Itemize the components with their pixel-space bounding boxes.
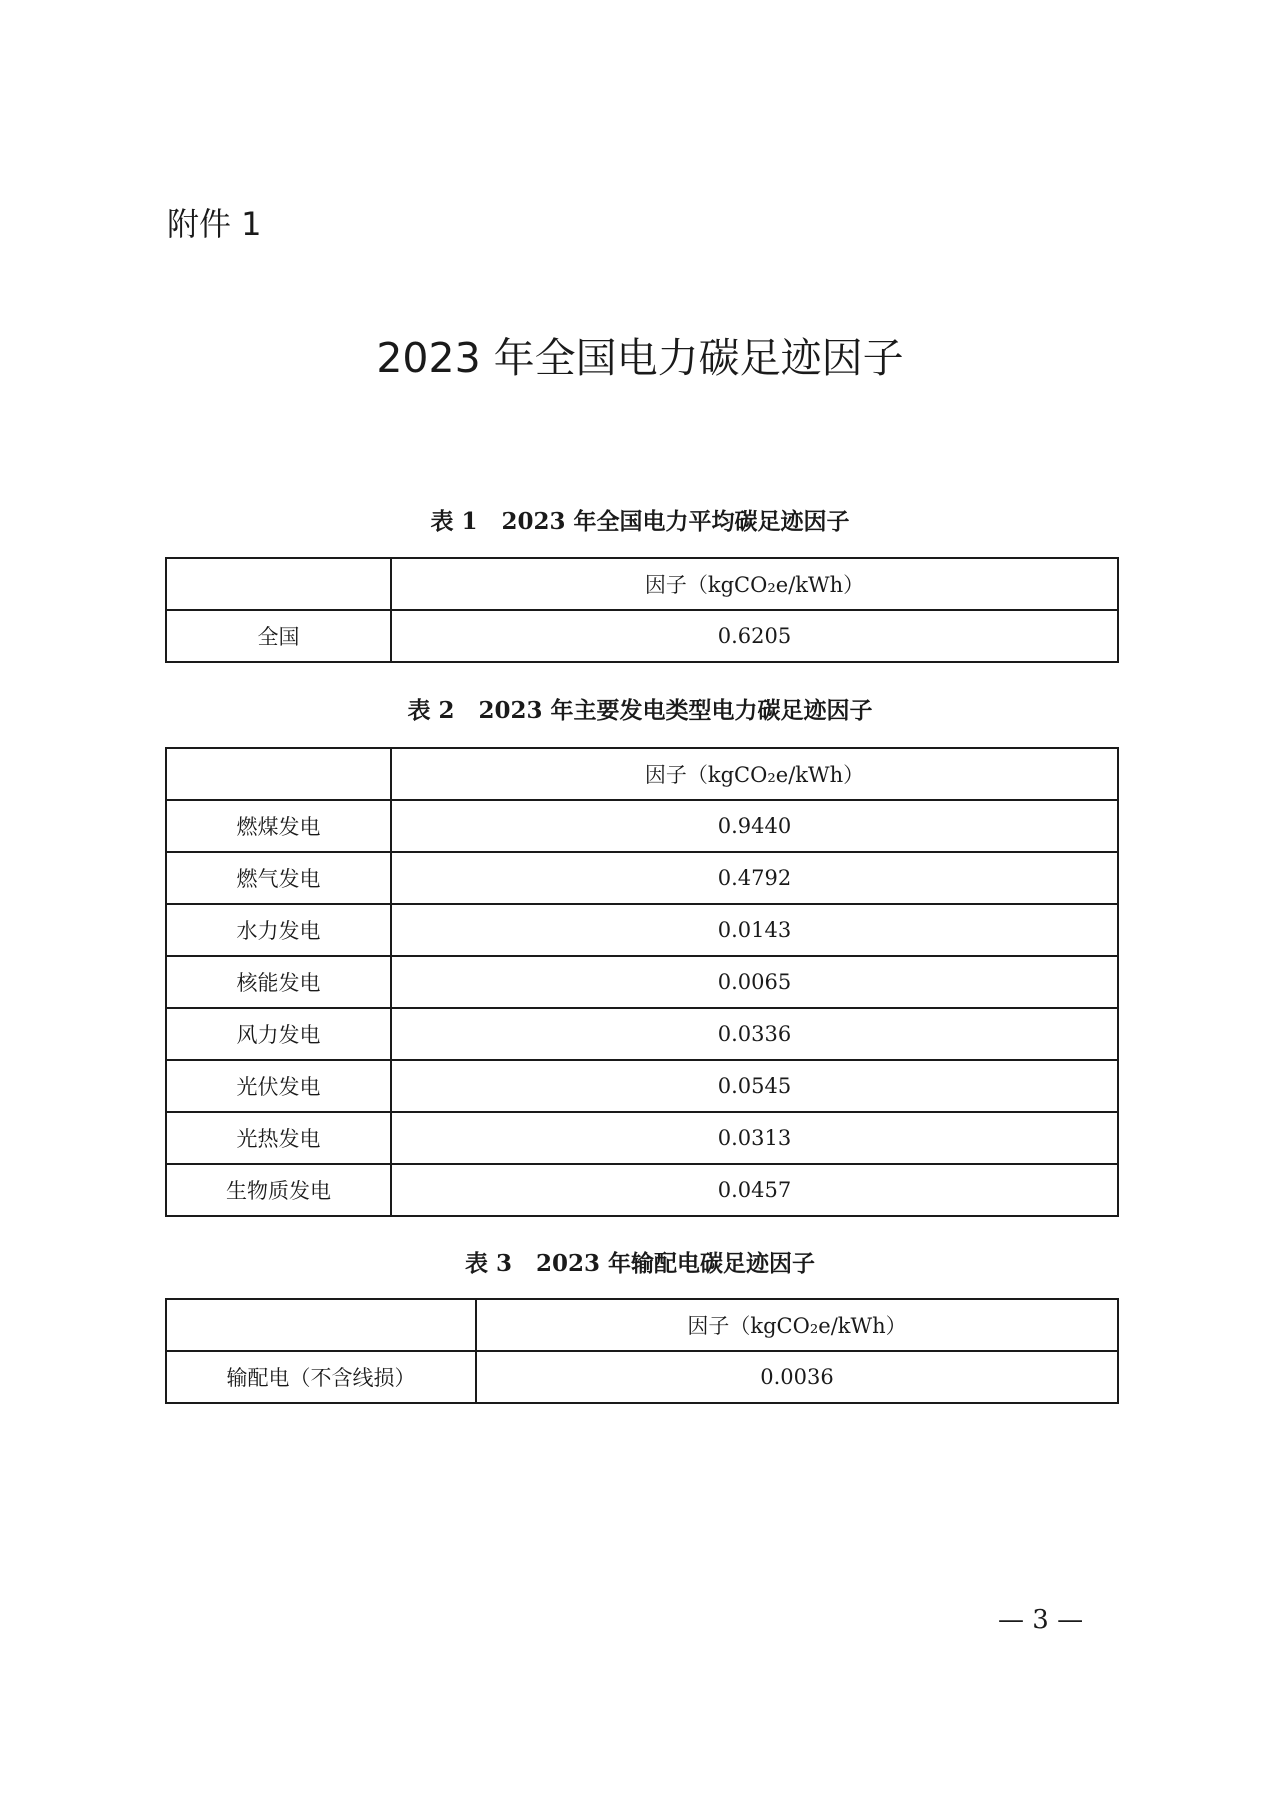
table-row bbox=[166, 852, 1118, 904]
table-row bbox=[166, 1164, 1118, 1216]
table-header-factor: 因子（kgCO₂e/kWh） bbox=[476, 1299, 1118, 1351]
table-header-row bbox=[166, 558, 1118, 610]
table-2 bbox=[165, 747, 1119, 1217]
table-row bbox=[166, 1008, 1118, 1060]
row-value: 0.0545 bbox=[391, 1060, 1118, 1112]
table-header-row bbox=[166, 748, 1118, 800]
row-value: 0.0065 bbox=[391, 956, 1118, 1008]
row-label: 光热发电 bbox=[166, 1112, 391, 1164]
table-row bbox=[166, 1112, 1118, 1164]
row-value: 0.0313 bbox=[391, 1112, 1118, 1164]
row-value: 0.0336 bbox=[391, 1008, 1118, 1060]
row-label: 生物质发电 bbox=[166, 1164, 391, 1216]
document-title: 2023 年全国电力碳足迹因子 bbox=[376, 334, 904, 382]
row-value: 0.9440 bbox=[391, 800, 1118, 852]
row-value: 0.0143 bbox=[391, 904, 1118, 956]
table-3 bbox=[165, 1298, 1119, 1404]
table-row bbox=[166, 904, 1118, 956]
row-value: 0.4792 bbox=[391, 852, 1118, 904]
table-header-empty bbox=[166, 1299, 476, 1351]
table-header-empty bbox=[166, 558, 391, 610]
table-header-factor: 因子（kgCO₂e/kWh） bbox=[391, 558, 1118, 610]
table-header-factor: 因子（kgCO₂e/kWh） bbox=[391, 748, 1118, 800]
row-value: 0.6205 bbox=[391, 610, 1118, 662]
table-row bbox=[166, 956, 1118, 1008]
row-label: 水力发电 bbox=[166, 904, 391, 956]
table-2-caption: 表 2 2023 年主要发电类型电力碳足迹因子 bbox=[407, 697, 873, 724]
table-header-empty bbox=[166, 748, 391, 800]
attachment-label: 附件 1 bbox=[167, 205, 262, 243]
row-label: 输配电（不含线损） bbox=[166, 1351, 476, 1403]
row-value: 0.0036 bbox=[476, 1351, 1118, 1403]
row-label: 全国 bbox=[166, 610, 391, 662]
row-label: 风力发电 bbox=[166, 1008, 391, 1060]
row-value: 0.0457 bbox=[391, 1164, 1118, 1216]
table-3-caption: 表 3 2023 年输配电碳足迹因子 bbox=[464, 1250, 816, 1277]
table-row bbox=[166, 610, 1118, 662]
row-label: 燃气发电 bbox=[166, 852, 391, 904]
row-label: 燃煤发电 bbox=[166, 800, 391, 852]
page-number: — 3 — bbox=[998, 1605, 1084, 1635]
table-row bbox=[166, 800, 1118, 852]
table-header-row bbox=[166, 1299, 1118, 1351]
row-label: 光伏发电 bbox=[166, 1060, 391, 1112]
table-1 bbox=[165, 557, 1119, 663]
table-1-caption: 表 1 2023 年全国电力平均碳足迹因子 bbox=[430, 508, 850, 535]
table-row bbox=[166, 1060, 1118, 1112]
table-row bbox=[166, 1351, 1118, 1403]
row-label: 核能发电 bbox=[166, 956, 391, 1008]
